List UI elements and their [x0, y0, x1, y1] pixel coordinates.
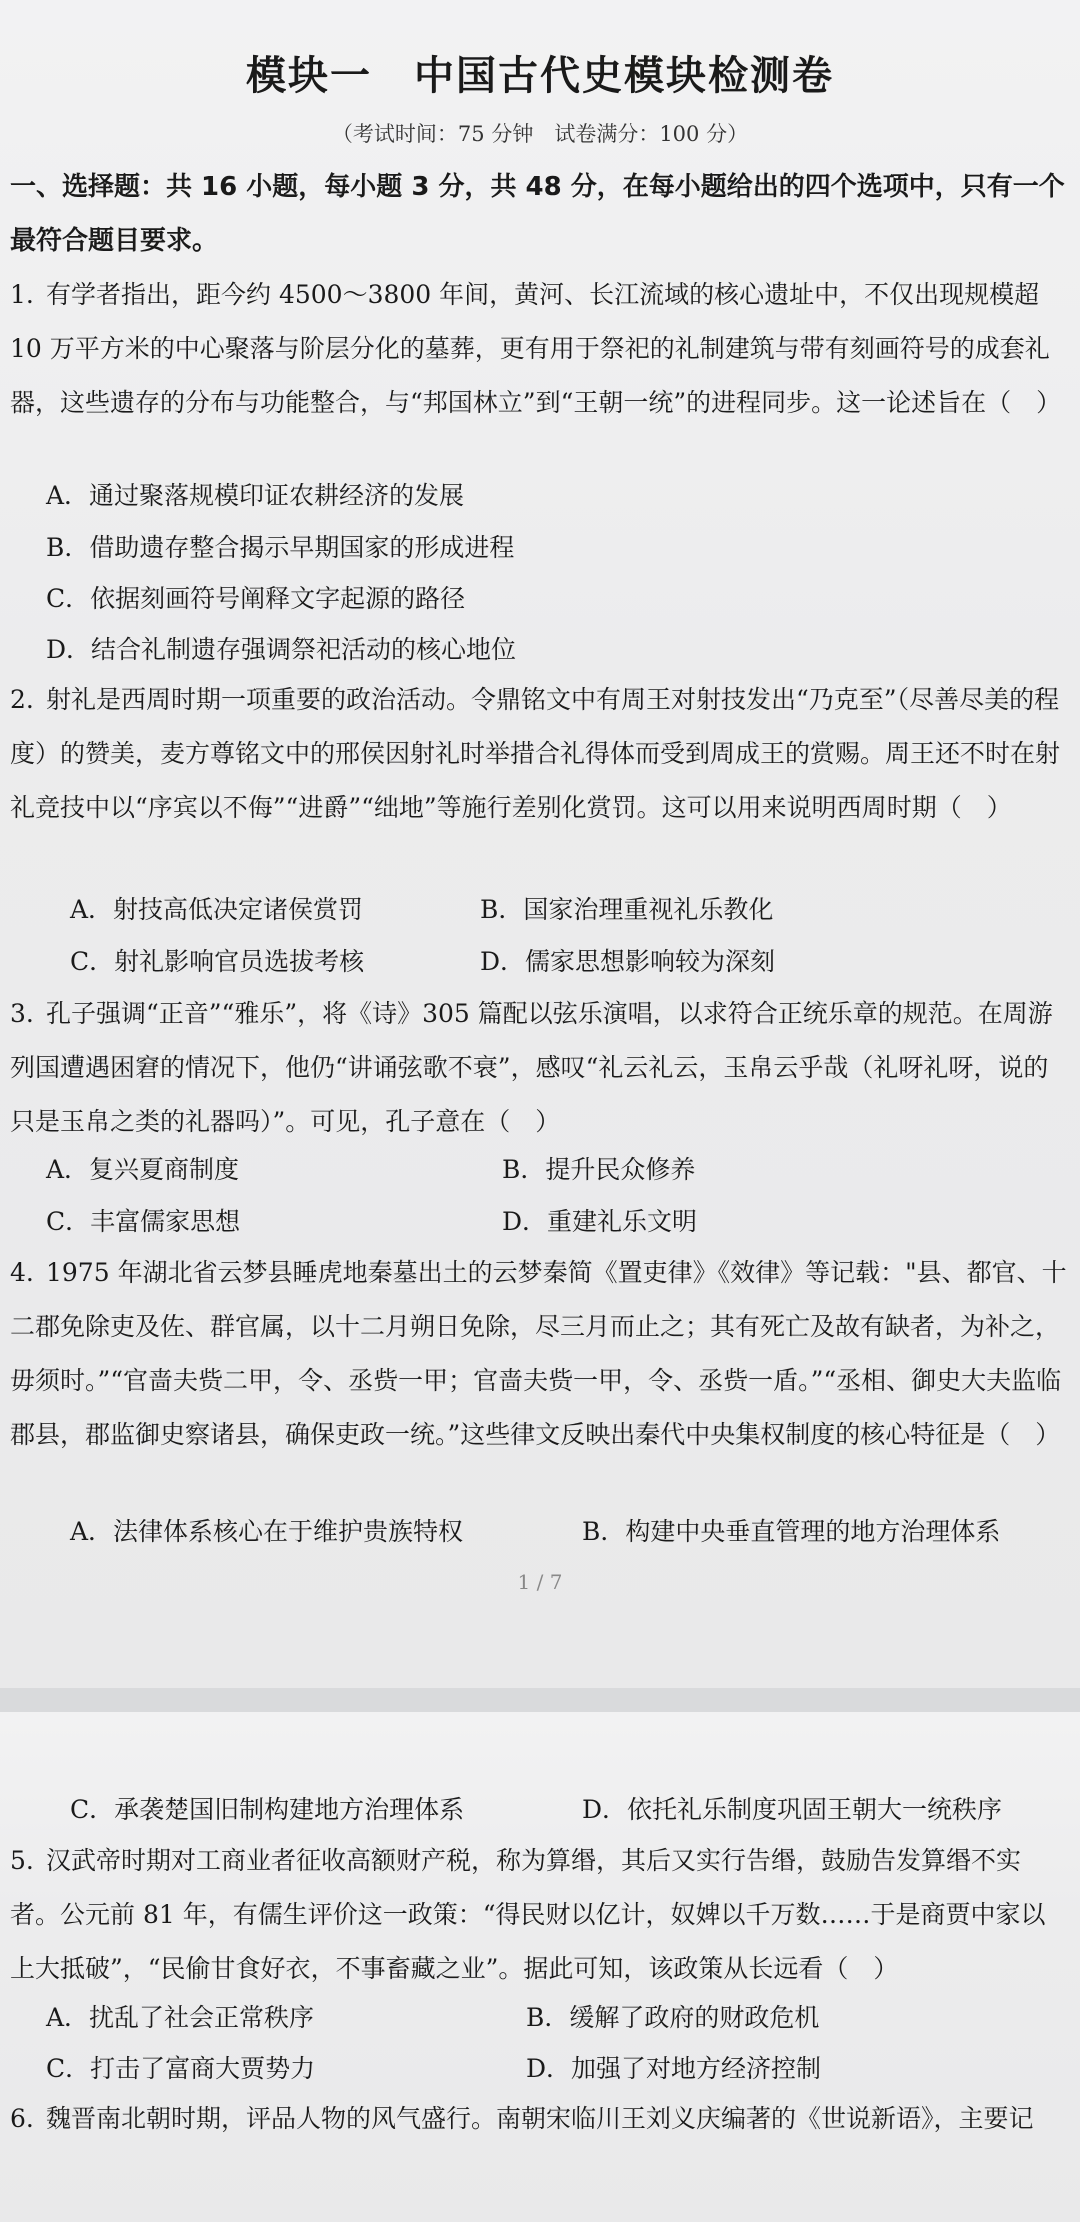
- option-c: C．依据刻画符号阐释文字起源的路径: [46, 584, 466, 613]
- option-d: D．重建礼乐文明: [502, 1207, 698, 1236]
- question-number: 2.: [10, 685, 34, 714]
- option-d: D．依托礼乐制度巩固王朝大一统秩序: [582, 1795, 1003, 1824]
- question-stem: 有学者指出，距今约 4500～3800 年间，黄河、长江流域的核心遗址中，不仅出现规模超 10 万平方米的中心聚落与阶层分化的墓葬，更有用于祭祀的礼制建筑与带有刻画符号的成套礼器，这些遗存的分布与功能整合，与“邦国林立”到“王朝一统”的进程同步。这一论述旨在（ ）: [10, 280, 1062, 417]
- question-number: 6.: [10, 2104, 34, 2133]
- page-title: 模块一 中国古代史模块检测卷: [246, 53, 834, 99]
- question-stem: 1975 年湖北省云梦县睡虎地秦墓出土的云梦秦简《置吏律》《效律》等记载："县、都官、十二郡免除吏及佐、群官属，以十二月朔日免除，尽三月而止之；其有死亡及故有缺者，为补之，毋须时。”“官啬夫赀二甲，令、丞赀一甲；官啬夫赀一甲，令、丞赀一盾。”“丞相、御史大夫监临郡县，郡监御史察诸县，确保吏政一统。”这些律文反映出秦代中央集权制度的核心特征是（ ）: [10, 1258, 1067, 1449]
- option-c: C．承袭楚国旧制构建地方治理体系: [70, 1795, 465, 1824]
- option-b: B．缓解了政府的财政危机: [526, 2003, 820, 2032]
- option-d: D．儒家思想影响较为深刻: [480, 947, 776, 976]
- question-3: [10, 987, 1070, 1149]
- question-number: 5.: [10, 1846, 34, 1875]
- option-a: A．法律体系核心在于维护贵族特权: [70, 1517, 464, 1546]
- question-stem: 射礼是西周时期一项重要的政治活动。令鼎铭文中有周王对射技发出“乃克至”（尽善尽美的程度）的赞美，麦方尊铭文中的邢侯因射礼时举措合礼得体而受到周成王的赏赐。周王还不时在射礼竞技中以“序宾以不侮”“进爵”“绌地”等施行差别化赏罚。这可以用来说明西周时期（ ）: [10, 685, 1061, 822]
- option-b: B．构建中央垂直管理的地方治理体系: [582, 1517, 1001, 1546]
- option-b: B．提升民众修养: [502, 1155, 696, 1184]
- question-number: 1.: [10, 280, 34, 309]
- option-d: D．结合礼制遗存强调祭祀活动的核心地位: [46, 635, 517, 664]
- section-heading: 一、选择题：共 16 小题，每小题 3 分，共 48 分，在每小题给出的四个选项中，只有一个最符合题目要求。: [10, 172, 1065, 256]
- option-c: C．丰富儒家思想: [46, 1207, 241, 1236]
- question-stem: 魏晋南北朝时期，评品人物的风气盛行。南朝宋临川王刘义庆编著的《世说新语》，主要记: [46, 2104, 1034, 2133]
- question-1: [10, 268, 1070, 430]
- option-a: A．扰乱了社会正常秩序: [46, 2003, 315, 2032]
- question-stem: 孔子强调“正音”“雅乐”，将《诗》305 篇配以弦乐演唱，以求符合正统乐章的规范。在周游列国遭遇困窘的情况下，他仍“讲诵弦歌不衰”，感叹“礼云礼云，玉帛云乎哉（礼呀礼呀，说的只是玉帛之类的礼器吗）”。可见，孔子意在（ ）: [10, 999, 1053, 1136]
- question-2: [10, 673, 1070, 835]
- question-number: 4.: [10, 1258, 34, 1287]
- question-stem: 汉武帝时期对工商业者征收高额财产税，称为算缗，其后又实行告缗，鼓励告发算缗不实者。公元前 81 年，有儒生评价这一政策：“得民财以亿计，奴婢以千万数……于是商贾中家以上大抵破”，“民偷甘食好衣，不事畜藏之业”。据此可知，该政策从长远看（ ）: [10, 1846, 1046, 1983]
- question-number: 3.: [10, 999, 34, 1028]
- question-5: [10, 1834, 1070, 1996]
- exam-info: （考试时间：75 分钟 试卷满分：100 分）: [331, 122, 749, 146]
- option-b: B．借助遗存整合揭示早期国家的形成进程: [46, 533, 515, 562]
- option-b: B．国家治理重视礼乐教化: [480, 895, 774, 924]
- option-c: C．打击了富商大贾势力: [46, 2054, 316, 2083]
- page-number: 1 / 7: [517, 1570, 563, 1594]
- question-4: [10, 1246, 1070, 1462]
- option-a: A．通过聚落规模印证农耕经济的发展: [46, 481, 465, 510]
- option-c: C．射礼影响官员选拔考核: [70, 947, 365, 976]
- option-d: D．加强了对地方经济控制: [526, 2054, 822, 2083]
- page-2: [0, 1712, 1080, 2222]
- option-a: A．射技高低决定诸侯赏罚: [70, 895, 364, 924]
- page-separator: [0, 1688, 1080, 1712]
- option-a: A．复兴夏商制度: [46, 1155, 240, 1184]
- question-6: [10, 2092, 1070, 2146]
